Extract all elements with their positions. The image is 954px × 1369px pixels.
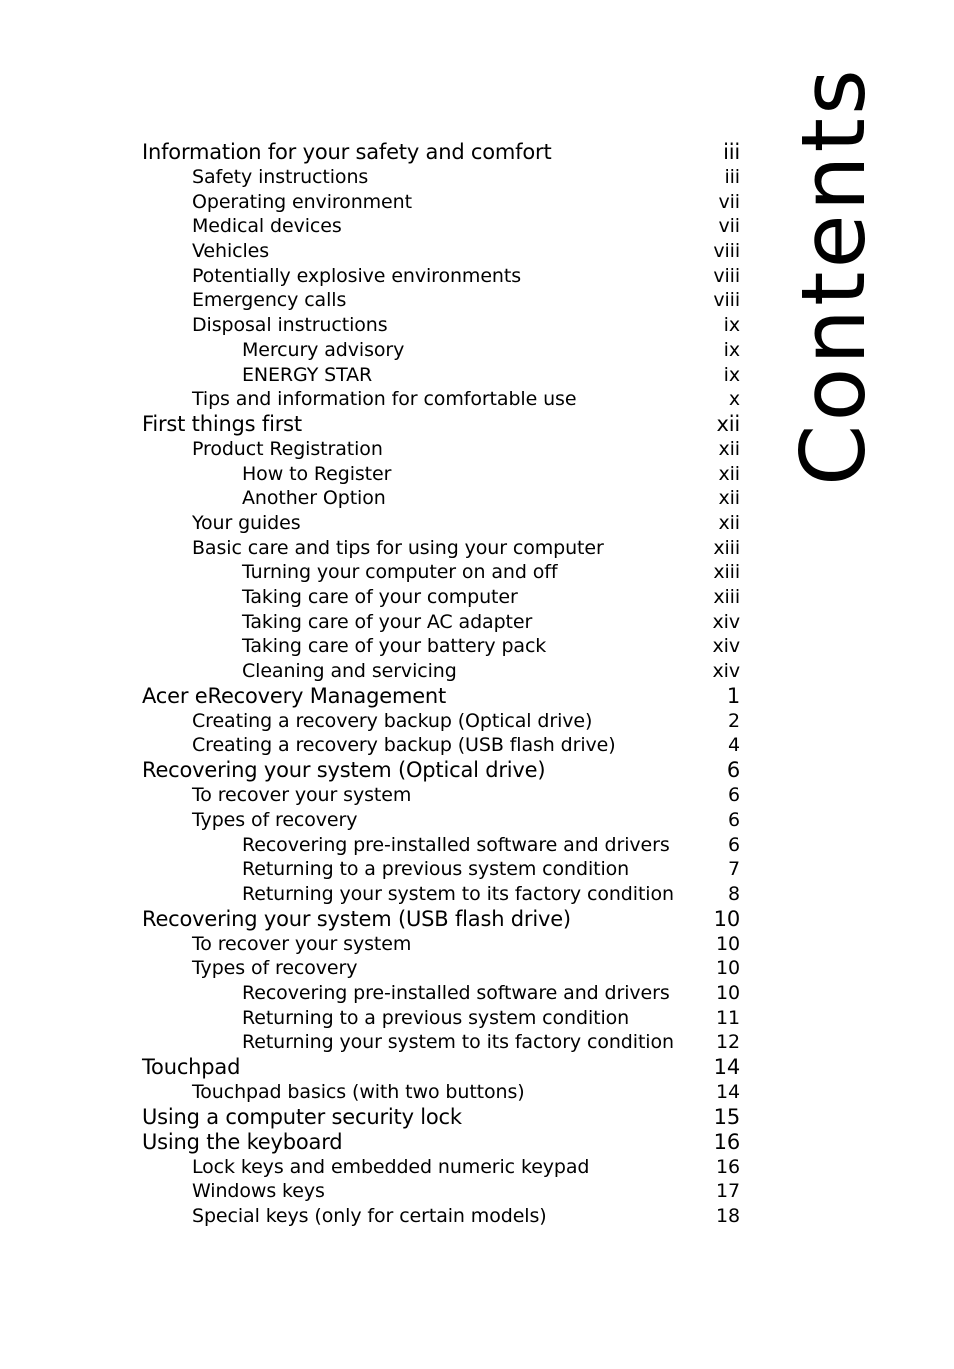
toc-entry-page: 6 [726,758,740,783]
toc-entry-title: Mercury advisory [242,338,405,361]
toc-entry-page: 16 [716,1155,740,1178]
toc-entry-title: Recovering pre-installed software and drivers [242,833,670,856]
toc-entry-title: Taking care of your computer [242,586,518,608]
toc-entry-page: 14 [713,1055,740,1079]
toc-entry-page: x [728,388,740,411]
toc-entry-title: Disposal instructions [192,314,388,337]
toc-section-entry[interactable] [142,783,740,808]
toc-entry-title: Recovering pre-installed software and drivers [242,981,670,1004]
toc-entry-page: 7 [728,858,740,881]
toc-entry-title: Tips and information for comfortable use [192,388,577,411]
toc-entry-title: Another Option [242,487,386,510]
toc-entry-title: Special keys (only for certain models) [192,1205,547,1228]
toc-section-entry[interactable] [142,1179,740,1204]
toc-entry-title: Cleaning and servicing [242,660,457,683]
toc-chapter-entry[interactable] [142,1105,740,1130]
toc-subsection-entry[interactable] [142,1030,740,1055]
toc-section-entry[interactable] [142,1204,740,1229]
toc-section-entry[interactable] [142,214,740,239]
toc-section-entry[interactable] [142,313,740,338]
table-of-contents [142,140,740,1229]
toc-entry-title: Returning to a previous system condition [242,1006,630,1029]
toc-entry-title: Taking care of your battery pack [242,635,547,658]
toc-section-entry[interactable] [142,239,740,264]
toc-entry-title: Returning your system to its factory condition [242,882,674,905]
toc-entry-page: iii [724,166,740,188]
toc-entry-page: xiv [712,610,740,633]
toc-entry-title: Using a computer security lock [142,1104,462,1129]
toc-subsection-entry[interactable] [142,659,740,684]
toc-entry-page: ix [723,314,740,337]
toc-subsection-entry[interactable] [142,585,740,610]
toc-entry-title: Returning your system to its factory condition [242,1031,674,1054]
toc-entry-title: ENERGY STAR [242,363,373,386]
toc-subsection-entry[interactable] [142,833,740,858]
toc-entry-page: 2 [728,709,740,732]
toc-entry-title: Recovering your system (USB flash drive) [142,906,571,931]
toc-entry-page: vii [718,190,740,213]
toc-entry-title: First things first [142,411,302,436]
toc-entry-page: 6 [728,808,740,831]
toc-entry-title: Potentially explosive environments [192,264,522,287]
toc-entry-page: 18 [716,1205,740,1228]
toc-entry-page: 11 [716,1006,740,1029]
toc-entry-title: Taking care of your AC adapter [242,610,533,633]
toc-entry-title: Operating environment [192,190,412,213]
toc-entry-title: Basic care and tips for using your computer [192,536,604,559]
toc-entry-title: Your guides [192,511,301,534]
toc-subsection-entry[interactable] [142,486,740,511]
toc-entry-title: Product Registration [192,437,383,460]
toc-chapter-entry[interactable] [142,1055,740,1080]
toc-section-entry[interactable] [142,932,740,957]
toc-entry-page: xiv [712,635,740,658]
toc-entry-page: 15 [713,1104,740,1129]
toc-entry-title: Windows keys [192,1180,325,1203]
toc-section-entry[interactable] [142,264,740,289]
toc-section-entry[interactable] [142,437,740,462]
toc-entry-page: 6 [728,833,740,856]
toc-entry-page: 1 [726,683,740,708]
toc-entry-page: 14 [716,1081,740,1103]
toc-entry-page: xii [718,462,740,485]
toc-entry-page: ix [723,363,740,386]
toc-section-entry[interactable] [142,190,740,215]
toc-entry-title: Acer eRecovery Management [142,683,447,708]
toc-entry-page: viii [713,289,740,312]
toc-subsection-entry[interactable] [142,462,740,487]
toc-entry-page: 12 [716,1031,740,1054]
toc-section-entry[interactable] [142,387,740,412]
toc-entry-title: Lock keys and embedded numeric keypad [192,1155,590,1178]
toc-entry-page: xii [718,437,740,460]
toc-chapter-entry[interactable] [142,684,740,709]
toc-subsection-entry[interactable] [142,882,740,907]
toc-entry-title: Creating a recovery backup (USB flash drive) [192,734,616,757]
toc-entry-page: 6 [728,784,740,807]
toc-entry-title: To recover your system [192,932,412,955]
toc-entry-page: xiii [713,561,740,584]
toc-section-entry[interactable] [142,733,740,758]
toc-subsection-entry[interactable] [142,634,740,659]
toc-entry-page: 10 [716,981,740,1004]
toc-entry-title: Touchpad basics (with two buttons) [192,1081,525,1103]
toc-entry-page: xiii [713,586,740,608]
toc-entry-page: xii [716,411,740,436]
toc-entry-title: Using the keyboard [142,1129,343,1154]
toc-entry-title: Recovering your system (Optical drive) [142,758,546,783]
toc-subsection-entry[interactable] [142,857,740,882]
toc-chapter-entry[interactable] [142,412,740,437]
toc-entry-page: 10 [713,906,740,931]
toc-chapter-entry[interactable] [142,1130,740,1155]
toc-entry-page: viii [713,264,740,287]
toc-entry-title: To recover your system [192,784,412,807]
toc-entry-page: xii [718,511,740,534]
toc-entry-page: 16 [713,1129,740,1154]
toc-chapter-entry[interactable] [142,907,740,932]
toc-section-entry[interactable] [142,709,740,734]
toc-entry-title: How to Register [242,462,392,485]
toc-subsection-entry[interactable] [142,981,740,1006]
toc-entry-page: xiii [713,536,740,559]
toc-entry-title: Information for your safety and comfort [142,140,552,164]
toc-section-entry[interactable] [142,956,740,981]
toc-subsection-entry[interactable] [142,1006,740,1031]
toc-chapter-entry[interactable] [142,758,740,783]
toc-section-entry[interactable] [142,165,740,190]
toc-section-entry[interactable] [142,1155,740,1180]
toc-section-entry[interactable] [142,288,740,313]
toc-entry-title: Types of recovery [192,808,358,831]
toc-section-entry[interactable] [142,1080,740,1105]
toc-entry-page: viii [713,240,740,263]
toc-entry-title: Turning your computer on and off [242,561,558,584]
toc-entry-title: Vehicles [192,240,270,263]
toc-section-entry[interactable] [142,511,740,536]
toc-section-entry[interactable] [142,536,740,561]
toc-entry-title: Touchpad [142,1055,241,1079]
toc-section-entry[interactable] [142,808,740,833]
toc-entry-title: Safety instructions [192,166,369,188]
toc-subsection-entry[interactable] [142,338,740,363]
toc-entry-page: xiv [712,660,740,683]
toc-subsection-entry[interactable] [142,610,740,635]
toc-entry-title: Creating a recovery backup (Optical drive) [192,709,593,732]
toc-entry-page: 10 [716,957,740,980]
toc-entry-page: iii [723,140,740,164]
toc-entry-page: 4 [728,734,740,757]
page-title: Contents [782,66,885,486]
toc-subsection-entry[interactable] [142,560,740,585]
toc-entry-title: Returning to a previous system condition [242,858,630,881]
toc-entry-page: xii [718,487,740,510]
toc-entry-page: ix [723,338,740,361]
toc-entry-title: Types of recovery [192,957,358,980]
toc-entry-page: 10 [716,932,740,955]
toc-entry-page: 8 [728,882,740,905]
toc-entry-page: vii [718,215,740,238]
toc-chapter-entry[interactable] [142,140,740,165]
toc-entry-title: Emergency calls [192,289,347,312]
toc-entry-page: 17 [716,1180,740,1203]
toc-entry-title: Medical devices [192,215,342,238]
toc-subsection-entry[interactable] [142,363,740,388]
